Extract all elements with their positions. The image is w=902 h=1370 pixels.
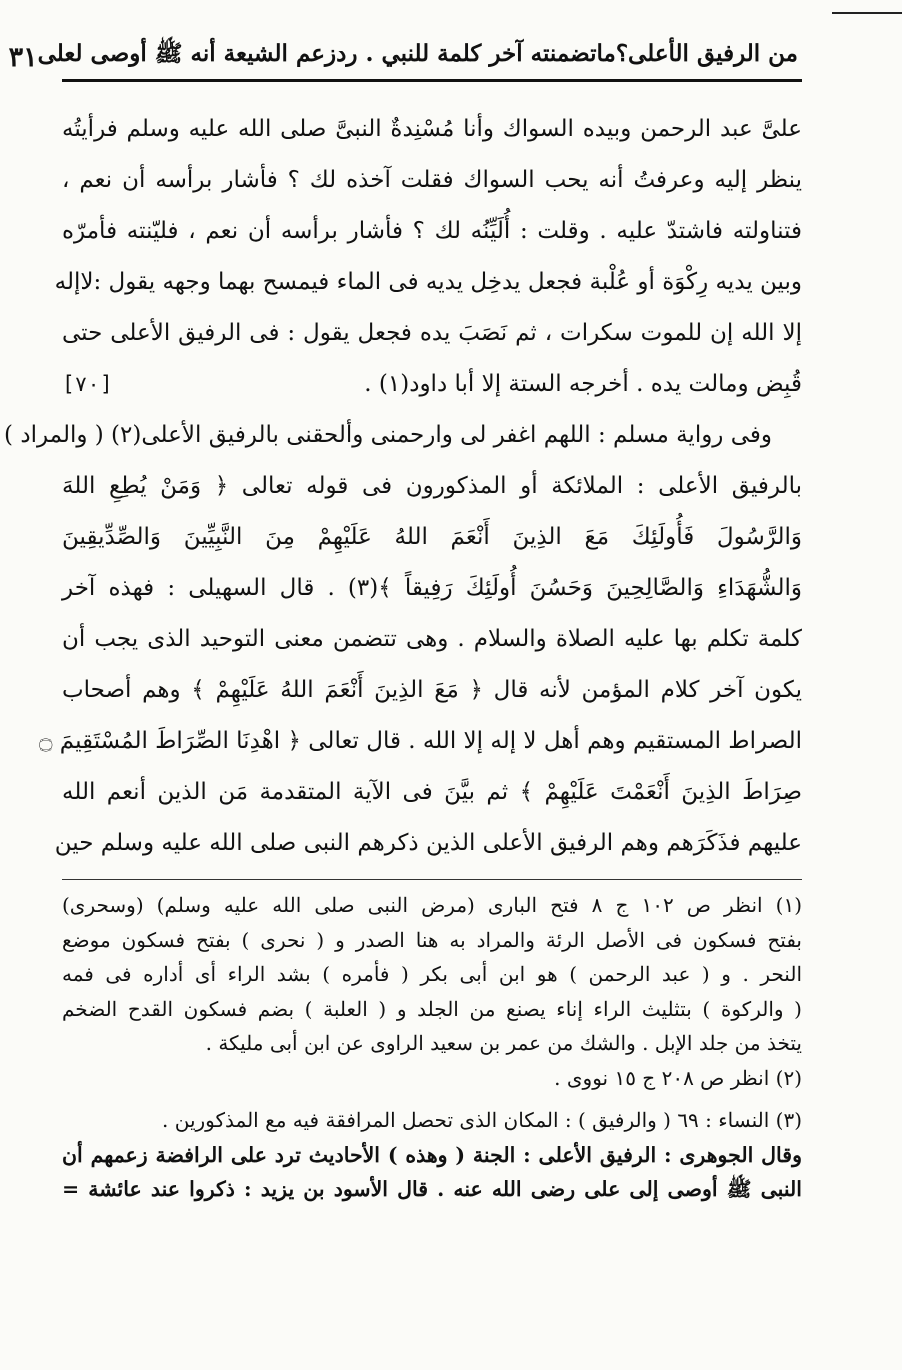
main-text xyxy=(4,104,802,869)
footnote-line: (١) انظر ص ١٠٢ ج ٨ فتح البارى (مرض النبى صلى الله عليه وسلم) (وسحرى) xyxy=(62,893,802,917)
footnote-line: يتخذ من جلد الإبل . والشك من عمر بن سعيد الراوى عن ابن أبى مليكة . xyxy=(205,1031,802,1055)
text-line: إلا الله إن للموت سكرات ، ثم نَصَبَ يده فجعل يقول : فى الرفيق الأعلى حتى xyxy=(62,320,802,346)
footnote-line: ( والركوة ) بتثليث الراء إناء يصنع من الجلد و ( العلبة ) بضم فسكون القدح الضخم xyxy=(62,996,802,1021)
book-page xyxy=(4,30,802,1360)
text-line: وفى رواية مسلم : اللهم اغفر لى وارحمنى وألحقنى بالرفيق الأعلى(٢) ( والمراد ) xyxy=(4,422,772,448)
footnote-separator xyxy=(62,879,802,880)
footnote-line: (٢) انظر ص ٢٠٨ ج ١٥ نووى . xyxy=(554,1065,802,1090)
text-line: الصراط المستقيم وهم أهل لا إله إلا الله . قال تعالى ﴿ اهْدِنَا الصِّرَاطَ المُسْتَقِيمَ ۝ xyxy=(39,728,802,754)
footnotes xyxy=(62,888,802,1207)
footnote-line: بفتح فسكون فى الأصل الرئة والمراد به هنا الصدر و ( نحرى ) بفتح فسكون موضع xyxy=(62,927,802,952)
footnote-gap xyxy=(62,1095,802,1103)
text-line: كلمة تكلم بها عليه الصلاة والسلام . وهى تتضمن معنى التوحيد الذى يجب أن xyxy=(62,626,802,652)
text-line: وبين يديه رِكْوَة أو عُلْبة فجعل يدخِل يديه فى الماء فيمسح بهما وجهه يقول :لاإله xyxy=(54,269,802,295)
text-line: وَالرَّسُولَ فَأُولَئِكَ مَعَ الذِينَ أَنْعَمَ اللهُ عَلَيْهِمْ مِنَ النَّبِيِّينَ وَالصِّدِّيقِينَ xyxy=(62,524,802,550)
text-line: عليهم فذَكَرَهم وهم الرفيق الأعلى الذين ذكرهم النبى صلى الله عليه وسلم حين xyxy=(54,830,802,856)
footnote-line: النحر . و ( عبد الرحمن ) هو ابن أبى بكر ( فأمره ) بشد الراء أى أداره فى فمه xyxy=(62,962,802,986)
text-line-with-reference xyxy=(62,359,802,410)
header-title: من الرفيق الأعلى؟ماتضمنته آخر كلمة للنبي . ردزعم الشيعة أنه ﷺ أوصى لعلى xyxy=(37,40,798,67)
text-line: وَالشُّهَدَاءِ وَالصَّالِحِينَ وَحَسُنَ أُولَئِكَ رَفِيقاً ﴾(٣) . قال السهيلى : فهذه آخر xyxy=(62,575,802,601)
top-corner-rule xyxy=(832,12,902,14)
text-line: ينظر إليه وعرفتُ أنه يحب السواك فقلت آخذه لك ؟ فأشار برأسه أن نعم ، xyxy=(62,167,802,193)
footnote-line: وقال الجوهرى : الرفيق الأعلى : الجنة ( وهذه ) الأحاديث ترد على الرافضة زعمهم أن xyxy=(62,1142,802,1167)
footnote-line: (٣) النساء : ٦٩ ( والرفيق ) : المكان الذى تحصل المرافقة فيه مع المذكورين . xyxy=(162,1108,802,1132)
text-line: يكون آخر كلام المؤمن لأنه قال ﴿ مَعَ الذِينَ أَنْعَمَ اللهُ عَلَيْهِمْ ﴾ وهم أصحاب xyxy=(62,677,802,703)
text-line: علىَّ عبد الرحمن وبيده السواك وأنا مُسْنِدةٌ النبىَّ صلى الله عليه وسلم فرأيتُه xyxy=(62,116,802,142)
hadith-reference-number: [٧٠] xyxy=(62,372,113,396)
text-line: فتناولته فاشتدّ عليه . وقلت : أُلَيِّنُه لك ؟ فأشار برأسه أن نعم ، فليّنته فأمرّه xyxy=(62,218,802,244)
text-line: بالرفيق الأعلى : الملائكة أو المذكورون فى قوله تعالى ﴿ وَمَنْ يُطِعِ اللهَ xyxy=(62,473,802,499)
text-line: قُبِض ومالت يده . أخرجه الستة إلا أبا داود(١) . xyxy=(364,371,802,397)
running-header xyxy=(8,30,802,82)
page-number: ٣١ xyxy=(8,42,38,73)
text-line: صِرَاطَ الذِينَ أَنْعَمْتَ عَلَيْهِمْ ﴾ ثم بيَّنَ فى الآية المتقدمة مَن الذين أنعم الله xyxy=(62,779,802,805)
footnote-line: النبى ﷺ أوصى إلى على رضى الله عنه . قال الأسود بن يزيد : ذكروا عند عائشة = xyxy=(62,1177,802,1201)
